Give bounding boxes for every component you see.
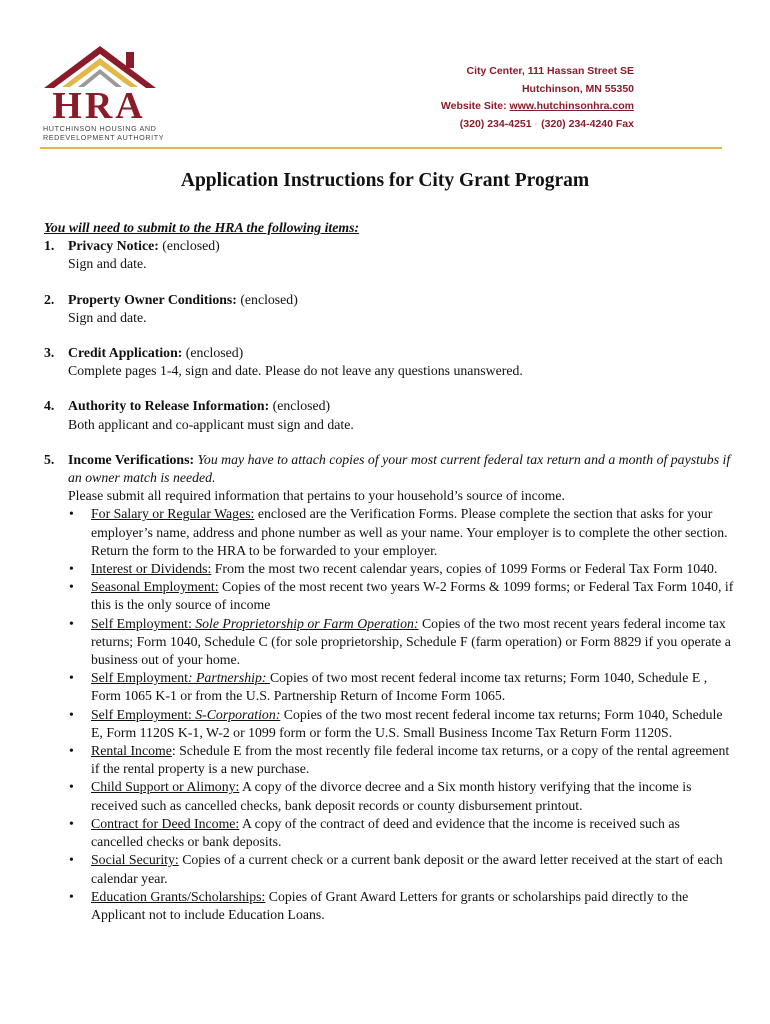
bullet-item: • Self Employment: Sole Proprietorship or Farm Operation: Copies of the two most recent years federal income tax returns; Form 1040, Schedule C (for sole proprietorship, Schedule F (farm operation) or Form 8829 if you operate a business out of your home. bbox=[68, 615, 734, 670]
header-divider bbox=[40, 147, 722, 149]
intro-text: You will need to submit to the HRA the following items: bbox=[44, 220, 360, 235]
website-link[interactable]: www.hutchinsonhra.com bbox=[509, 100, 634, 112]
phone-line: (320) 234-4251 ◦ (320) 234-4240 Fax bbox=[459, 117, 634, 130]
bullet-item: • Self Employment: Partnership: Copies of two most recent federal income tax returns; Form 1040, Schedule E , Form 1065 K-1 or from the U.S. Partnership Return of Income Form 1065. bbox=[68, 669, 734, 705]
address-line-2: Hutchinson, MN 55350 bbox=[521, 82, 634, 95]
bullet-item: • Social Security: Copies of a current check or a current bank deposit or the award letter received at the start of each calendar year. bbox=[68, 851, 734, 887]
list-item: 4. Authority to Release Information: (enclosed) Both applicant and co-applicant must sign and date. bbox=[44, 398, 354, 432]
instructions-body bbox=[44, 219, 734, 924]
logo-text: HRA bbox=[52, 85, 146, 127]
bullet-item: • Rental Income: Schedule E from the most recently file federal income tax returns, or a copy of the rental agreement if the rental property is a new purchase. bbox=[68, 742, 734, 778]
income-bullet-list bbox=[68, 505, 734, 924]
list-item-income: 5. Income Verifications: You may have to attach copies of your most current federal tax return and a month of paystubs if an owner match is needed. Please submit all required information that pertains to your household’s source of income. • For Salary or Regular Wages: enclosed are the Verification Forms. Please complete the section that asks for your employer’s name, address and phone number as well as your name. Your employer is to complete the other section. Return the form to the HRA to be forwarded to your employer. • Interest or Dividends: From the most two recent calendar years, copies of 1099 Forms or Federal Tax Form 1040. • Seasonal Employment: Copies of the most recent two years W-2 Forms & 1099 forms; or Federal Tax Form 1040, if this is the only source of income • Self Employment: Sole Proprietorship or Farm Operation: Copies of the two most recent years federal income tax returns; Form 1040, Schedule C (for sole proprietorship, Schedule F (farm operation) or Form 8829 if you operate a business out of your home. • Self Employment: Partnership: Copies of two most recent federal income tax returns; Form 1040, Schedule E , Form 1065 K-1 or from the U.S. Partnership Return of Income Form 1065. • Self Employment: S-Corporation: Copies of the two most recent federal income tax returns; Form 1040, Schedule E, Form 1120S K-1, W-2 or 1099 form or form the U.S. Small Business Income Tax Return Form 1120S. • Rental Income: Schedule E from the most recently file federal income tax returns, or a copy of the rental agreement if the rental property is a new purchase. • Child Support or Alimony: A copy of the divorce decree and a Six month history verifying that the income is received such as cancelled checks, bank deposit records or county disbursement printout. • Contract for Deed Income: A copy of the contract of deed and evidence that the income is received such as cancelled checks or bank deposits. • Social Security: Copies of a current check or a current bank deposit or the award letter received at the start of each calendar year. • Education Grants/Scholarships: Copies of Grant Award Letters for grants or scholarships paid directly to the Applicant not to include Education Loans. bbox=[44, 451, 734, 924]
bullet-item: • Contract for Deed Income: A copy of the contract of deed and evidence that the income is received such as cancelled checks or bank deposits. bbox=[68, 815, 734, 851]
bullet-item: • Seasonal Employment: Copies of the most recent two years W-2 Forms & 1099 forms; or Federal Tax Form 1040, if this is the only source of income bbox=[68, 578, 734, 614]
logo-subtitle: HUTCHINSON HOUSING AND REDEVELOPMENT AUTHORITY bbox=[43, 124, 165, 142]
website-line: Website Site: www.hutchinsonhra.com bbox=[440, 100, 634, 112]
address-line-1: City Center, 111 Hassan Street SE bbox=[466, 65, 634, 77]
bullet-item: • Child Support or Alimony: A copy of the divorce decree and a Six month history verifying that the income is received such as cancelled checks, bank deposit records or county disbursement printout. bbox=[68, 778, 734, 814]
bullet-item: • Interest or Dividends: From the most two recent calendar years, copies of 1099 Forms or Federal Tax Form 1040. bbox=[68, 560, 734, 578]
list-item: 1. Privacy Notice: (enclosed) Sign and date. bbox=[44, 238, 220, 272]
list-item: 2. Property Owner Conditions: (enclosed) Sign and date. bbox=[44, 291, 298, 325]
page-title: Application Instructions for City Grant Program bbox=[180, 170, 590, 191]
contact-block bbox=[441, 63, 634, 133]
bullet-item: • Self Employment: S-Corporation: Copies of the two most recent federal income tax returns; Form 1040, Schedule E, Form 1120S K-1, W-2 or 1099 form or form the U.S. Small Business Income Tax Return Form 1120S. bbox=[68, 706, 734, 742]
bullet-item: • For Salary or Regular Wages: enclosed are the Verification Forms. Please complete the section that asks for your employer’s name, address and phone number as well as your name. Your employer is to complete the other section. Return the form to the HRA to be forwarded to your employer. bbox=[68, 505, 734, 560]
bullet-item: • Education Grants/Scholarships: Copies of Grant Award Letters for grants or scholarships paid directly to the Applicant not to include Education Loans. bbox=[68, 888, 734, 924]
list-item: 3. Credit Application: (enclosed) Complete pages 1-4, sign and date. Please do not leave any questions unanswered. bbox=[44, 345, 523, 379]
